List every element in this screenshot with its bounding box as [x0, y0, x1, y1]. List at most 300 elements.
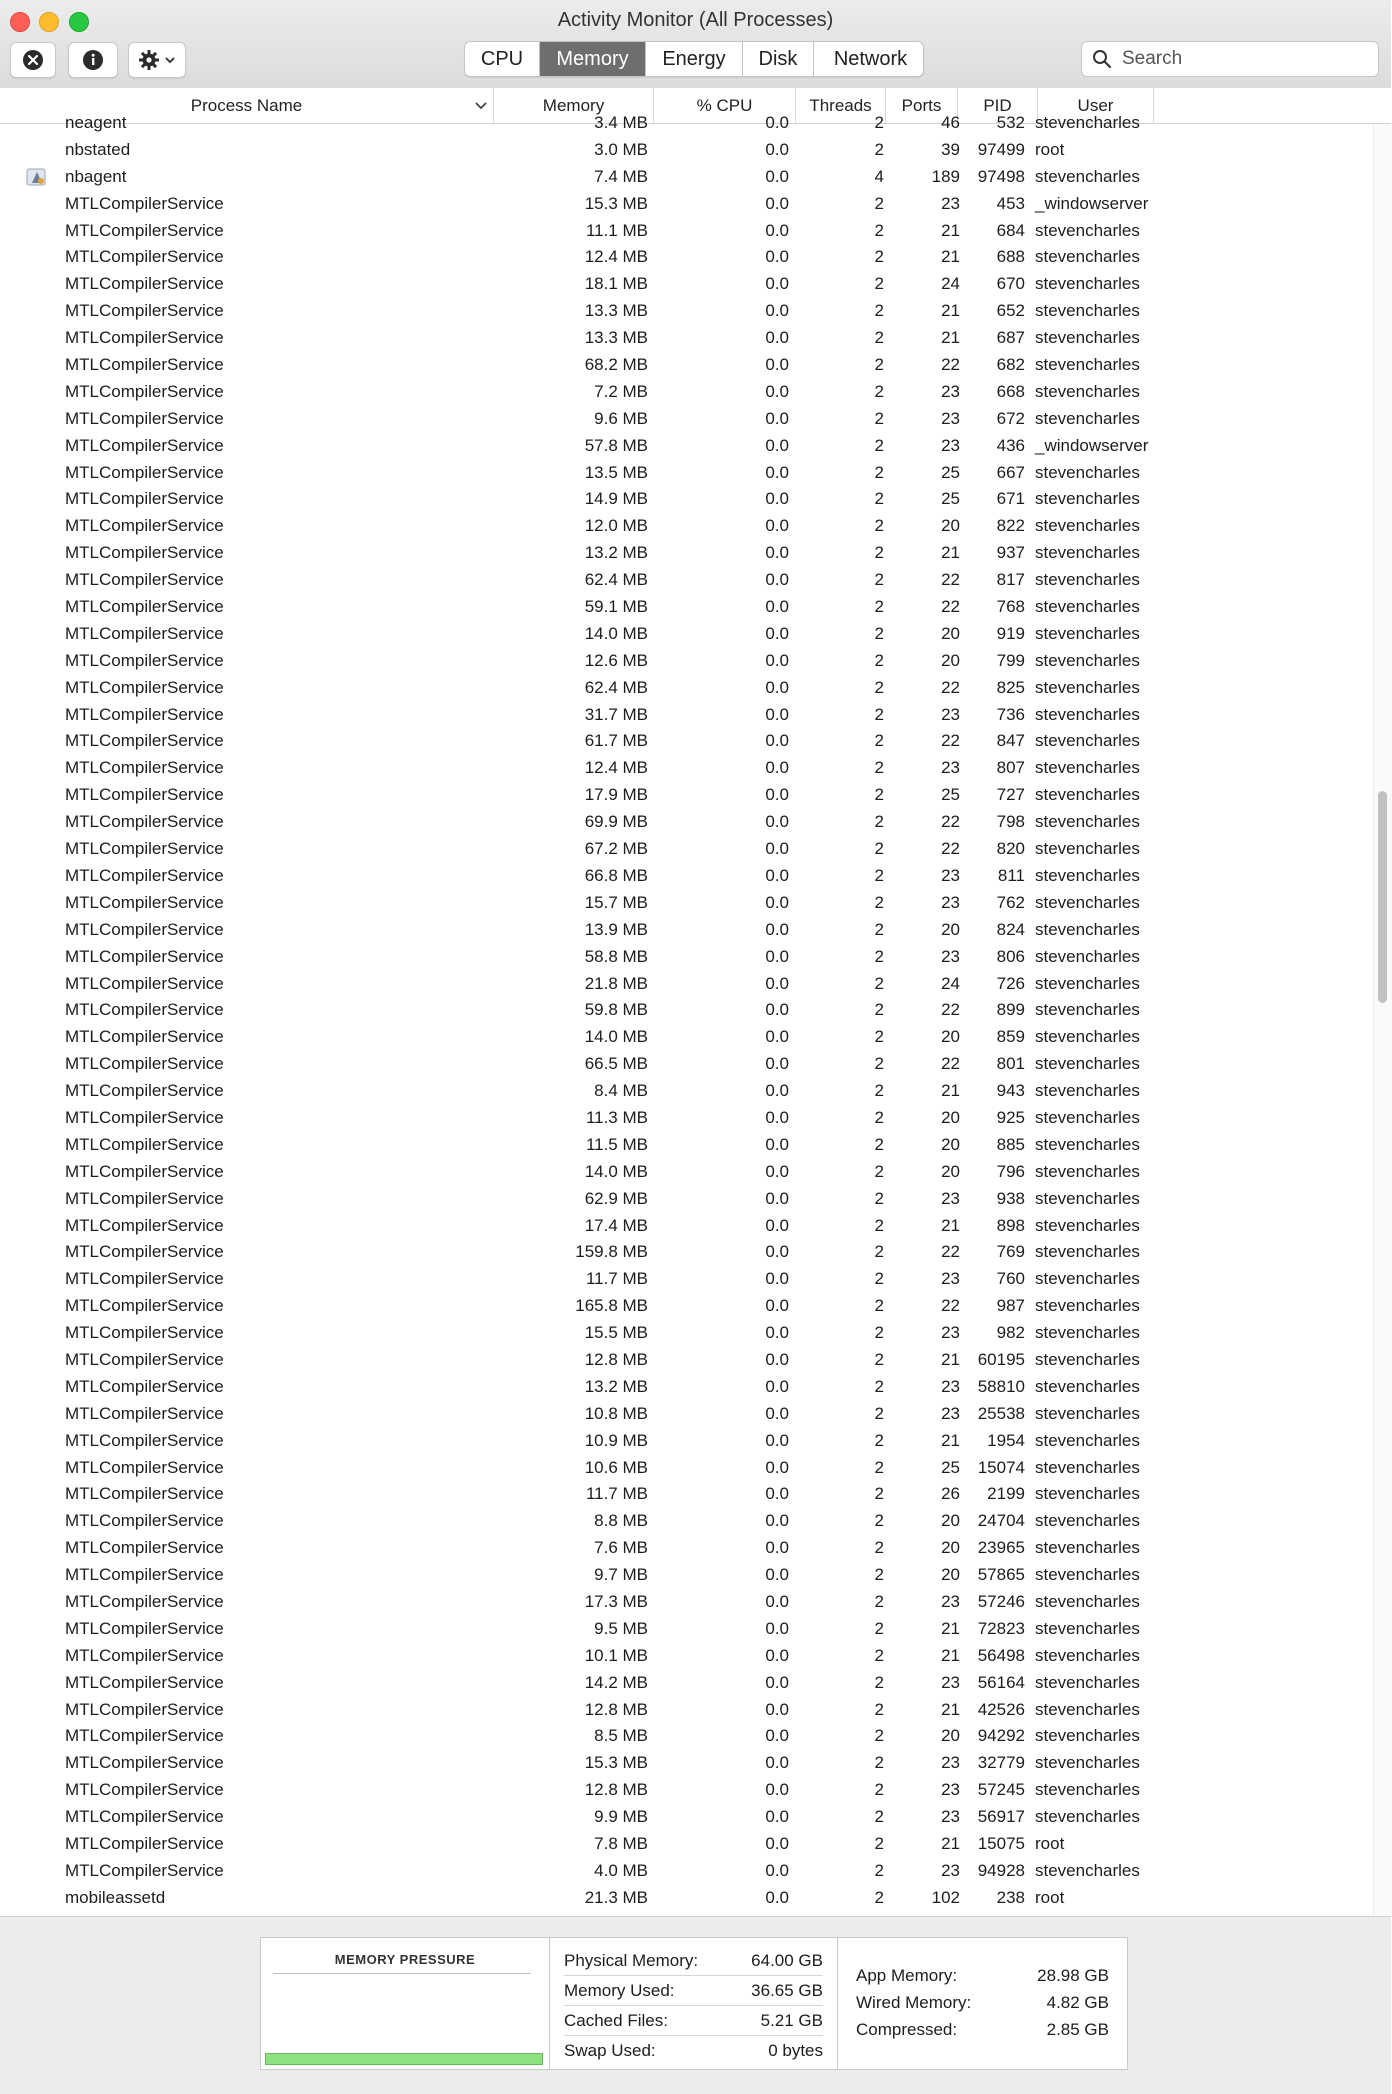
cell-pid: 807: [996, 758, 1025, 778]
cell-pid: 943: [996, 1081, 1025, 1101]
cell-process-name: MTLCompilerService: [65, 1296, 224, 1316]
table-row[interactable]: [0, 1186, 1372, 1213]
cell-user: stevencharles: [1035, 1780, 1140, 1800]
cell-threads: 2: [874, 1323, 884, 1343]
table-row[interactable]: [0, 1616, 1372, 1643]
table-row[interactable]: [0, 675, 1372, 702]
cell-process-name: MTLCompilerService: [65, 1323, 224, 1343]
cell-ports: 21: [941, 1645, 960, 1665]
cell-user: stevencharles: [1035, 1000, 1140, 1020]
cell-process-name: MTLCompilerService: [65, 812, 224, 832]
table-row[interactable]: [0, 594, 1372, 621]
cell-process-name: MTLCompilerService: [65, 301, 224, 321]
cell-user: stevencharles: [1035, 973, 1140, 993]
cell-process-name: MTLCompilerService: [65, 435, 224, 455]
table-row[interactable]: [0, 944, 1372, 971]
cell-user: stevencharles: [1035, 408, 1140, 428]
cell-pid: 817: [996, 570, 1025, 590]
cell-threads: 2: [874, 1403, 884, 1423]
cell-cpu: 0.0: [765, 516, 789, 536]
cell-pid: 937: [996, 543, 1025, 563]
table-row[interactable]: [0, 271, 1372, 298]
cell-memory: 14.0 MB: [584, 623, 648, 643]
cell-user: stevencharles: [1035, 839, 1140, 859]
cell-memory: 62.4 MB: [584, 677, 648, 697]
cell-process-name: MTLCompilerService: [65, 731, 224, 751]
table-row[interactable]: [0, 1401, 1372, 1428]
cell-user: stevencharles: [1035, 1457, 1140, 1477]
cell-ports: 22: [941, 355, 960, 375]
table-row[interactable]: [0, 1562, 1372, 1589]
cell-threads: 2: [874, 1215, 884, 1235]
action-menu-button[interactable]: [128, 42, 186, 78]
cell-memory: 13.3 MB: [584, 328, 648, 348]
cell-process-name: MTLCompilerService: [65, 1780, 224, 1800]
cell-user: stevencharles: [1035, 597, 1140, 617]
cell-cpu: 0.0: [765, 1000, 789, 1020]
cell-threads: 2: [874, 1511, 884, 1531]
cell-pid: 798: [996, 812, 1025, 832]
table-row[interactable]: [0, 782, 1372, 809]
cell-ports: 23: [941, 1403, 960, 1423]
table-row[interactable]: [0, 298, 1372, 325]
table-row[interactable]: [0, 325, 1372, 352]
cell-cpu: 0.0: [765, 973, 789, 993]
table-row[interactable]: [0, 1804, 1372, 1831]
cell-ports: 25: [941, 489, 960, 509]
table-row[interactable]: [0, 971, 1372, 998]
cell-threads: 2: [874, 462, 884, 482]
cell-threads: 2: [874, 1430, 884, 1450]
stat-physical-memory: Physical Memory: 64.00 GB: [564, 1946, 823, 1976]
table-row[interactable]: [0, 1239, 1372, 1266]
cell-user: stevencharles: [1035, 1323, 1140, 1343]
cell-pid: 822: [996, 516, 1025, 536]
cell-memory: 17.9 MB: [584, 785, 648, 805]
cell-process-name: MTLCompilerService: [65, 381, 224, 401]
cell-user: stevencharles: [1035, 1349, 1140, 1369]
cell-cpu: 0.0: [765, 1215, 789, 1235]
table-row[interactable]: [0, 1777, 1372, 1804]
cell-process-name: MTLCompilerService: [65, 247, 224, 267]
cell-cpu: 0.0: [765, 1538, 789, 1558]
cell-user: stevencharles: [1035, 113, 1140, 132]
cell-threads: 2: [874, 193, 884, 213]
column-header-ports[interactable]: Ports: [886, 88, 958, 123]
cell-threads: 2: [874, 139, 884, 159]
cell-memory: 21.3 MB: [584, 1887, 648, 1907]
column-header-process-name[interactable]: Process Name: [0, 88, 494, 123]
table-row[interactable]: [0, 1105, 1372, 1132]
cell-ports: 102: [931, 1887, 960, 1907]
cell-process-name: MTLCompilerService: [65, 1269, 224, 1289]
cell-process-name: MTLCompilerService: [65, 1054, 224, 1074]
cell-cpu: 0.0: [765, 1887, 789, 1907]
cell-memory: 9.7 MB: [594, 1565, 648, 1585]
table-row[interactable]: [0, 890, 1372, 917]
cell-memory: 10.9 MB: [584, 1430, 648, 1450]
table-row[interactable]: [0, 567, 1372, 594]
cell-pid: 668: [996, 381, 1025, 401]
cell-ports: 20: [941, 650, 960, 670]
table-row[interactable]: [0, 1885, 1372, 1912]
cell-process-name: MTLCompilerService: [65, 1834, 224, 1853]
cell-memory: 15.3 MB: [584, 193, 648, 213]
cell-process-name: MTLCompilerService: [65, 1645, 224, 1665]
cell-process-name: MTLCompilerService: [65, 1807, 224, 1827]
cell-threads: 2: [874, 1726, 884, 1746]
cell-cpu: 0.0: [765, 1054, 789, 1074]
cell-process-name: MTLCompilerService: [65, 1511, 224, 1531]
cell-pid: 56164: [977, 1672, 1025, 1692]
table-row[interactable]: [0, 1643, 1372, 1670]
cell-memory: 8.4 MB: [594, 1081, 648, 1101]
table-row[interactable]: [0, 1213, 1372, 1240]
table-row[interactable]: [0, 1481, 1372, 1508]
table-row[interactable]: [0, 1024, 1372, 1051]
cell-memory: 15.5 MB: [584, 1323, 648, 1343]
cell-process-name: MTLCompilerService: [65, 650, 224, 670]
column-header-user[interactable]: User: [1038, 88, 1154, 123]
cell-cpu: 0.0: [765, 677, 789, 697]
table-row[interactable]: [0, 1508, 1372, 1535]
scrollbar-thumb[interactable]: [1378, 791, 1387, 1003]
cell-user: stevencharles: [1035, 247, 1140, 267]
cell-threads: 2: [874, 301, 884, 321]
cell-pid: 671: [996, 489, 1025, 509]
table-row[interactable]: [0, 1535, 1372, 1562]
cell-cpu: 0.0: [765, 1511, 789, 1531]
cell-threads: 2: [874, 1618, 884, 1638]
tab-memory[interactable]: Memory: [540, 42, 646, 76]
tab-cpu[interactable]: CPU: [465, 42, 540, 76]
cell-process-name: MTLCompilerService: [65, 516, 224, 536]
search-field[interactable]: [1081, 41, 1379, 77]
chevron-down-icon: [164, 55, 176, 65]
cell-memory: 14.0 MB: [584, 1161, 648, 1181]
app-memory-stats: [838, 1938, 1127, 2069]
cell-memory: 10.6 MB: [584, 1457, 648, 1477]
table-row[interactable]: [0, 1858, 1372, 1885]
table-row[interactable]: [0, 621, 1372, 648]
tab-network[interactable]: Network: [833, 47, 908, 70]
cell-pid: 987: [996, 1296, 1025, 1316]
table-row[interactable]: [0, 460, 1372, 487]
cell-ports: 24: [941, 274, 960, 294]
table-row[interactable]: [0, 755, 1372, 782]
table-row[interactable]: [0, 486, 1372, 513]
table-row[interactable]: [0, 191, 1372, 218]
cell-user: stevencharles: [1035, 1726, 1140, 1746]
cell-user: stevencharles: [1035, 865, 1140, 885]
cell-memory: 59.1 MB: [584, 597, 648, 617]
cell-cpu: 0.0: [765, 274, 789, 294]
cell-ports: 23: [941, 865, 960, 885]
cell-ports: 21: [941, 543, 960, 563]
cell-ports: 20: [941, 623, 960, 643]
cell-process-name: MTLCompilerService: [65, 543, 224, 563]
cell-threads: 2: [874, 1000, 884, 1020]
cell-threads: 2: [874, 570, 884, 590]
cell-memory: 10.1 MB: [584, 1645, 648, 1665]
memory-pressure-graph: [261, 1938, 550, 2069]
cell-threads: 2: [874, 704, 884, 724]
cell-ports: 20: [941, 1134, 960, 1154]
pressure-divider: [273, 1973, 531, 1974]
table-row[interactable]: [0, 513, 1372, 540]
table-row[interactable]: [0, 863, 1372, 890]
cell-process-name: nbagent: [65, 166, 127, 186]
cell-cpu: 0.0: [765, 704, 789, 724]
cell-process-name: MTLCompilerService: [65, 1107, 224, 1127]
table-row[interactable]: [0, 1374, 1372, 1401]
cell-ports: 22: [941, 1054, 960, 1074]
cell-ports: 46: [941, 113, 960, 132]
cell-process-name: MTLCompilerService: [65, 1672, 224, 1692]
cell-ports: 22: [941, 597, 960, 617]
cell-pid: 25538: [977, 1403, 1025, 1423]
cell-ports: 23: [941, 1860, 960, 1880]
cell-threads: 2: [874, 1269, 884, 1289]
table-row[interactable]: [0, 917, 1372, 944]
table-row[interactable]: [0, 244, 1372, 271]
cell-memory: 18.1 MB: [584, 274, 648, 294]
cell-threads: 2: [874, 946, 884, 966]
cell-cpu: 0.0: [765, 408, 789, 428]
cell-pid: 885: [996, 1134, 1025, 1154]
cell-user: stevencharles: [1035, 1161, 1140, 1181]
vertical-scrollbar[interactable]: [1373, 124, 1392, 1915]
cell-process-name: MTLCompilerService: [65, 623, 224, 643]
cell-ports: 21: [941, 1618, 960, 1638]
cell-memory: 59.8 MB: [584, 1000, 648, 1020]
cell-threads: 2: [874, 1565, 884, 1585]
table-row[interactable]: [0, 540, 1372, 567]
cell-pid: 58810: [977, 1376, 1025, 1396]
table-row[interactable]: [0, 1293, 1372, 1320]
tab-energy[interactable]: Energy: [646, 42, 743, 76]
cell-cpu: 0.0: [765, 113, 789, 132]
cell-user: stevencharles: [1035, 1107, 1140, 1127]
cell-threads: 4: [874, 166, 884, 186]
cell-pid: 899: [996, 1000, 1025, 1020]
cell-pid: 23965: [977, 1538, 1025, 1558]
table-row[interactable]: [0, 1750, 1372, 1777]
column-header-pid[interactable]: PID: [958, 88, 1038, 123]
table-row[interactable]: [0, 648, 1372, 675]
cell-user: stevencharles: [1035, 1134, 1140, 1154]
cell-user: stevencharles: [1035, 1484, 1140, 1504]
memory-summary-panel: [0, 1916, 1391, 2094]
table-row[interactable]: [0, 809, 1372, 836]
cell-ports: 25: [941, 785, 960, 805]
cell-memory: 17.3 MB: [584, 1591, 648, 1611]
cell-threads: 2: [874, 1538, 884, 1558]
table-row[interactable]: [0, 1455, 1372, 1482]
cell-ports: 23: [941, 1753, 960, 1773]
cell-memory: 11.3 MB: [585, 1107, 648, 1127]
table-row[interactable]: [0, 1347, 1372, 1374]
inspect-process-button[interactable]: [68, 42, 118, 78]
cell-cpu: 0.0: [765, 892, 789, 912]
cell-ports: 22: [941, 677, 960, 697]
cell-pid: 72823: [977, 1618, 1025, 1638]
table-row[interactable]: [0, 164, 1372, 191]
cell-ports: 22: [941, 1296, 960, 1316]
table-row[interactable]: [0, 433, 1372, 460]
cell-threads: 2: [874, 623, 884, 643]
cell-cpu: 0.0: [765, 1296, 789, 1316]
cell-user: stevencharles: [1035, 1376, 1140, 1396]
cell-cpu: 0.0: [765, 623, 789, 643]
column-header-memory[interactable]: Memory: [494, 88, 654, 123]
cell-user: stevencharles: [1035, 1618, 1140, 1638]
table-row[interactable]: [0, 1831, 1372, 1858]
cell-memory: 8.5 MB: [594, 1726, 648, 1746]
cell-user: stevencharles: [1035, 328, 1140, 348]
stat-wired-memory: Wired Memory: 4.82 GB: [856, 1993, 1109, 2012]
cell-threads: 2: [874, 1054, 884, 1074]
cell-user: stevencharles: [1035, 785, 1140, 805]
table-row[interactable]: [0, 1159, 1372, 1186]
cell-memory: 12.8 MB: [584, 1780, 648, 1800]
table-row[interactable]: [0, 218, 1372, 245]
cell-threads: 2: [874, 1188, 884, 1208]
cell-threads: 2: [874, 1834, 884, 1853]
table-row[interactable]: [0, 702, 1372, 729]
cell-pid: 436: [996, 435, 1025, 455]
cell-ports: 23: [941, 1269, 960, 1289]
cell-process-name: MTLCompilerService: [65, 785, 224, 805]
search-input[interactable]: [1120, 47, 1354, 71]
cell-process-name: MTLCompilerService: [65, 462, 224, 482]
cell-cpu: 0.0: [765, 839, 789, 859]
table-row[interactable]: [0, 836, 1372, 863]
gear-icon: [138, 49, 160, 71]
cell-threads: 2: [874, 973, 884, 993]
table-row[interactable]: [0, 1670, 1372, 1697]
cell-process-name: MTLCompilerService: [65, 865, 224, 885]
cell-memory: 7.2 MB: [594, 381, 648, 401]
cell-process-name: MTLCompilerService: [65, 193, 224, 213]
cell-pid: 825: [996, 677, 1025, 697]
cell-memory: 61.7 MB: [584, 731, 648, 751]
cell-process-name: MTLCompilerService: [65, 1860, 224, 1880]
table-row[interactable]: [0, 1051, 1372, 1078]
cell-cpu: 0.0: [765, 597, 789, 617]
cell-threads: 2: [874, 731, 884, 751]
cell-threads: 2: [874, 1753, 884, 1773]
cell-ports: 21: [941, 1834, 960, 1853]
cell-process-name: mobileassetd: [65, 1887, 166, 1907]
cell-cpu: 0.0: [765, 1269, 789, 1289]
cell-ports: 21: [941, 220, 960, 240]
cell-cpu: 0.0: [765, 1134, 789, 1154]
cell-ports: 23: [941, 1672, 960, 1692]
stop-icon: [22, 49, 44, 71]
column-header-threads[interactable]: Threads: [796, 88, 886, 123]
cell-process-name: MTLCompilerService: [65, 1565, 224, 1585]
cell-ports: 23: [941, 435, 960, 455]
cell-pid: 820: [996, 839, 1025, 859]
cell-ports: 20: [941, 1538, 960, 1558]
cell-ports: 23: [941, 1591, 960, 1611]
cell-ports: 22: [941, 731, 960, 751]
stat-cached-files: Cached Files: 5.21 GB: [564, 2006, 823, 2036]
cell-memory: 11.5 MB: [585, 1134, 648, 1154]
table-row[interactable]: [0, 379, 1372, 406]
column-header-cpu[interactable]: % CPU: [654, 88, 796, 123]
cell-memory: 14.9 MB: [584, 489, 648, 509]
cell-cpu: 0.0: [765, 1807, 789, 1827]
cell-ports: 20: [941, 1511, 960, 1531]
cell-cpu: 0.0: [765, 1376, 789, 1396]
cell-process-name: MTLCompilerService: [65, 570, 224, 590]
cell-user: root: [1035, 1834, 1065, 1853]
cell-process-name: MTLCompilerService: [65, 677, 224, 697]
cell-pid: 97499: [977, 139, 1025, 159]
cell-process-name: MTLCompilerService: [65, 1430, 224, 1450]
cell-threads: 2: [874, 1780, 884, 1800]
cell-cpu: 0.0: [765, 489, 789, 509]
cell-threads: 2: [874, 435, 884, 455]
table-row[interactable]: [0, 1697, 1372, 1724]
cell-process-name: MTLCompilerService: [65, 274, 224, 294]
table-row[interactable]: [0, 352, 1372, 379]
table-row[interactable]: [0, 728, 1372, 755]
stop-process-button[interactable]: [10, 42, 56, 78]
table-row[interactable]: [0, 1589, 1372, 1616]
cell-cpu: 0.0: [765, 785, 789, 805]
table-row[interactable]: [0, 1428, 1372, 1455]
cell-pid: 682: [996, 355, 1025, 375]
table-row[interactable]: [0, 1078, 1372, 1105]
process-table: [0, 113, 1372, 1915]
cell-memory: 12.6 MB: [584, 650, 648, 670]
tab-disk[interactable]: Disk: [743, 42, 814, 76]
cell-user: stevencharles: [1035, 812, 1140, 832]
table-row[interactable]: [0, 1266, 1372, 1293]
cell-cpu: 0.0: [765, 570, 789, 590]
cell-pid: 796: [996, 1161, 1025, 1181]
cell-user: stevencharles: [1035, 301, 1140, 321]
table-row[interactable]: [0, 1320, 1372, 1347]
cell-cpu: 0.0: [765, 166, 789, 186]
cell-memory: 12.8 MB: [584, 1699, 648, 1719]
table-row[interactable]: [0, 1132, 1372, 1159]
cell-cpu: 0.0: [765, 1618, 789, 1638]
cell-pid: 667: [996, 462, 1025, 482]
cell-cpu: 0.0: [765, 1188, 789, 1208]
table-row[interactable]: [0, 406, 1372, 433]
cell-user: _windowserver: [1035, 193, 1149, 213]
cell-process-name: MTLCompilerService: [65, 1376, 224, 1396]
cell-user: stevencharles: [1035, 1269, 1140, 1289]
cell-pid: 688: [996, 247, 1025, 267]
search-icon: [1092, 49, 1112, 69]
cell-user: stevencharles: [1035, 623, 1140, 643]
window-titlebar: [0, 0, 1391, 89]
table-row[interactable]: [0, 137, 1372, 164]
cell-threads: 2: [874, 1161, 884, 1181]
table-row[interactable]: [0, 110, 1372, 137]
cell-ports: 20: [941, 1565, 960, 1585]
table-row[interactable]: [0, 1723, 1372, 1750]
table-row[interactable]: [0, 997, 1372, 1024]
cell-memory: 69.9 MB: [584, 812, 648, 832]
cell-memory: 8.8 MB: [594, 1511, 648, 1531]
cell-ports: 20: [941, 1161, 960, 1181]
